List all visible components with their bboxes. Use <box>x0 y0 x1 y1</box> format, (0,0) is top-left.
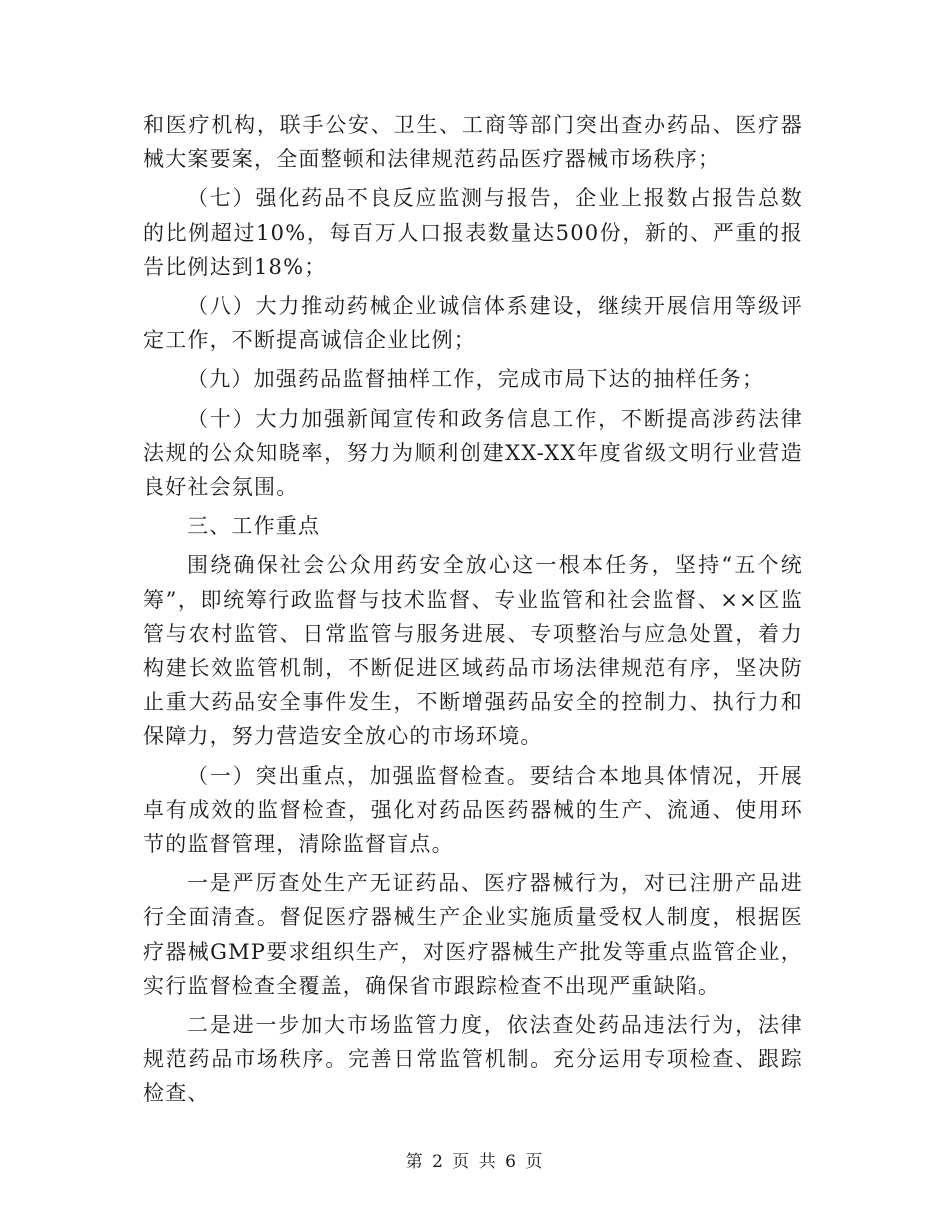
page-number: 第 2 页 共 6 页 <box>405 1152 545 1172</box>
paragraph-item-7: （七）强化药品不良反应监测与报告，企业上报数占报告总数的比例超过10%，每百万人口报表数量达500份，新的、严重的报告比例达到18%； <box>143 186 803 279</box>
paragraph-item-9: （九）加强药品监督抽样工作，完成市局下达的抽样任务； <box>187 367 765 392</box>
document-body <box>143 108 803 1116</box>
paragraph-item-8: （八）大力推动药械企业诚信体系建设，继续开展信用等级评定工作，不断提高诚信企业比例； <box>143 294 803 353</box>
paragraph-point-1: （一）突出重点，加强监督检查。要结合本地具体情况，开展卓有成效的监督检查，强化对药品医药器械的生产、流通、使用环节的监督管理，清除监督盲点。 <box>143 763 803 857</box>
paragraph-second: 二是进一步加大市场监管力度，依法查处药品违法行为，法律规范药品市场秩序。完善日常监管机制。充分运用专项检查、跟踪检查、 <box>143 1013 803 1106</box>
section-heading: 三、工作重点 <box>187 514 321 539</box>
paragraph-intro: 围绕确保社会公众用药安全放心这一根本任务，坚持“五个统筹”，即统筹行政监督与技术监督、专业监管和社会监督、××区监管与农村监管、日常监管与服务进展、专项整治与应急处置，着力构建长效监管机制，不断促进区域药品市场法律规范有序，坚决防止重大药品安全事件发生，不断增强药品安全的控制力、执行力和保障力，努力营造安全放心的市场环境。 <box>143 553 803 749</box>
paragraph-first: 一是严厉查处生产无证药品、医疗器械行为，对已注册产品进行全面清查。督促医疗器械生产企业实施质量受权人制度，根据医疗器械GMP要求组织生产，对医疗器械生产批发等重点监管企业，实行监督检查全覆盖，确保省市跟踪检查不出现严重缺陷。 <box>143 871 803 998</box>
paragraph-continued: 和医疗机构，联手公安、卫生、工商等部门突出查办药品、医疗器械大案要案，全面整顿和法律规范药品医疗器械市场秩序； <box>143 113 803 172</box>
paragraph-item-10: （十）大力加强新闻宣传和政务信息工作，不断提高涉药法律法规的公众知晓率，努力为顺利创建XX-XX年度省级文明行业营造良好社会氛围。 <box>143 406 803 500</box>
